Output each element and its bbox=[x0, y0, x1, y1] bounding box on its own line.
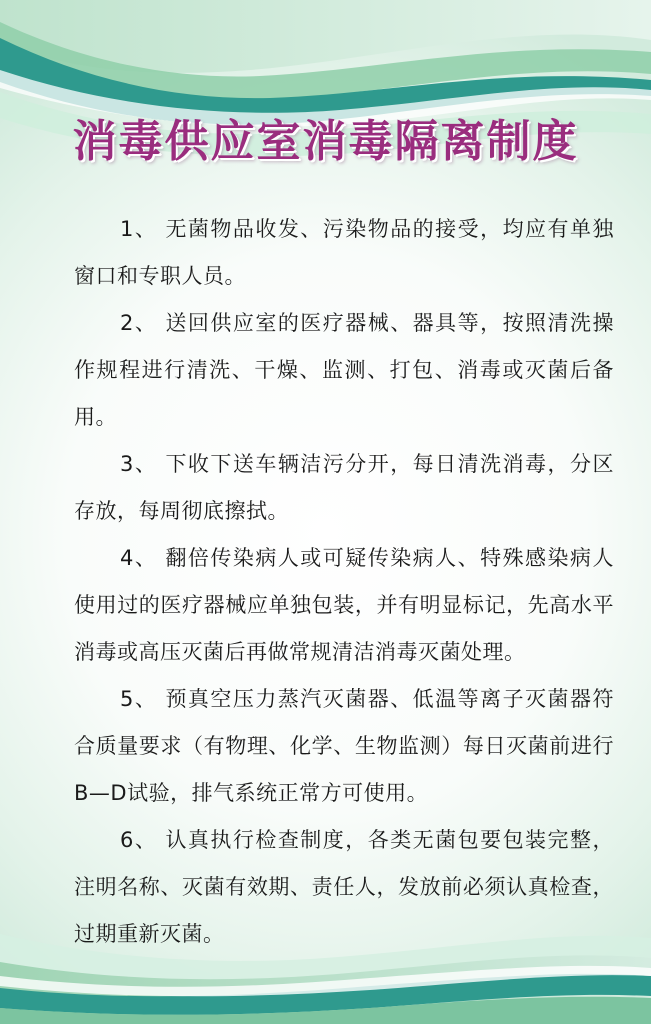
regulation-item-5: 5、 预真空压力蒸汽灭菌器、低温等离子灭菌器符合质量要求（有物理、化学、生物监测）每日灭菌前进行B—D试验，排气系统正常方可使用。 bbox=[74, 687, 614, 805]
regulation-item-6: 6、 认真执行检查制度，各类无菌包要包装完整，注明名称、灭菌有效期、责任人，发放前必须认真检查，过期重新灭菌。 bbox=[74, 828, 614, 946]
regulation-item-2: 2、 送回供应室的医疗器械、器具等，按照清洗操作规程进行清洗、干燥、监测、打包、消毒或灭菌后备用。 bbox=[74, 311, 614, 429]
regulation-item-4: 4、 翻倍传染病人或可疑传染病人、特殊感染病人使用过的医疗器械应单独包装，并有明显标记，先高水平消毒或高压灭菌后再做常规清洁消毒灭菌处理。 bbox=[74, 546, 614, 664]
poster-title: 消毒供应室消毒隔离制度 bbox=[72, 116, 579, 167]
regulation-item-3: 3、 下收下送车辆洁污分开，每日清洗消毒，分区存放，每周彻底擦拭。 bbox=[74, 452, 614, 523]
regulation-item-1: 1、 无菌物品收发、污染物品的接受，均应有单独窗口和专职人员。 bbox=[74, 217, 614, 288]
regulation-list bbox=[74, 206, 614, 958]
